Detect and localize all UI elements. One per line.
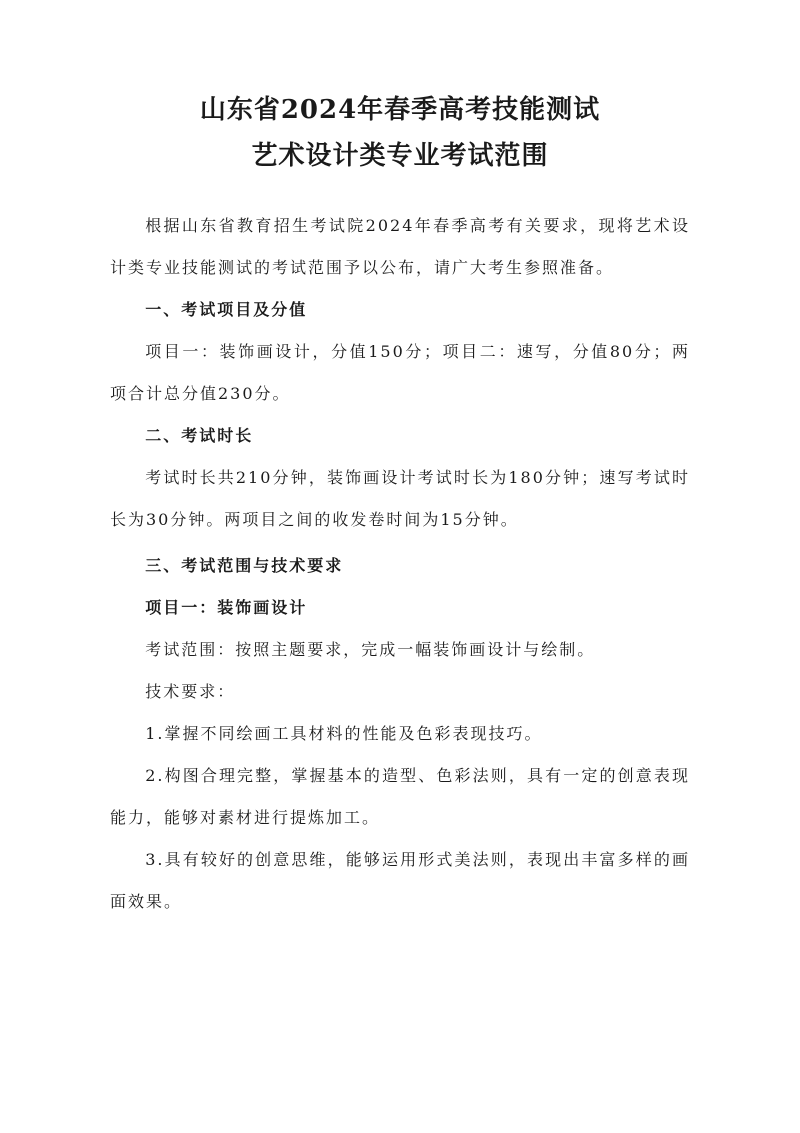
section3-heading: 三、考试范围与技术要求 — [145, 556, 344, 575]
tech-req-label: 技术要求： — [145, 682, 236, 701]
exam-scope-paragraph: 考试范围：按照主题要求，完成一幅装饰画设计与绘制。 — [145, 640, 596, 659]
document-title-line2: 艺术设计类专业考试范围 — [251, 141, 549, 171]
section1-paragraph: 项目一：装饰画设计，分值150分；项目二：速写，分值80分；两项合计总分值230分。 — [110, 342, 690, 403]
project1-heading: 项目一：装饰画设计 — [145, 598, 308, 617]
section2-heading: 二、考试时长 — [145, 426, 254, 445]
section2-paragraph: 考试时长共210分钟，装饰画设计考试时长为180分钟；速写考试时长为30分钟。两项目之间的收发卷时间为15分钟。 — [110, 468, 690, 529]
requirement-3: 3.具有较好的创意思维，能够运用形式美法则，表现出丰富多样的画面效果。 — [110, 850, 690, 911]
requirement-1: 1.掌握不同绘画工具材料的性能及色彩表现技巧。 — [145, 724, 543, 743]
intro-paragraph: 根据山东省教育招生考试院2024年春季高考有关要求，现将艺术设计类专业技能测试的考试范围予以公布，请广大考生参照准备。 — [110, 216, 690, 277]
document-body — [110, 205, 690, 923]
document-title-line1: 山东省2024年春季高考技能测试 — [199, 95, 601, 125]
requirement-2: 2.构图合理完整，掌握基本的造型、色彩法则，具有一定的创意表现能力，能够对素材进行提炼加工。 — [110, 766, 690, 827]
section1-heading: 一、考试项目及分值 — [145, 300, 308, 319]
